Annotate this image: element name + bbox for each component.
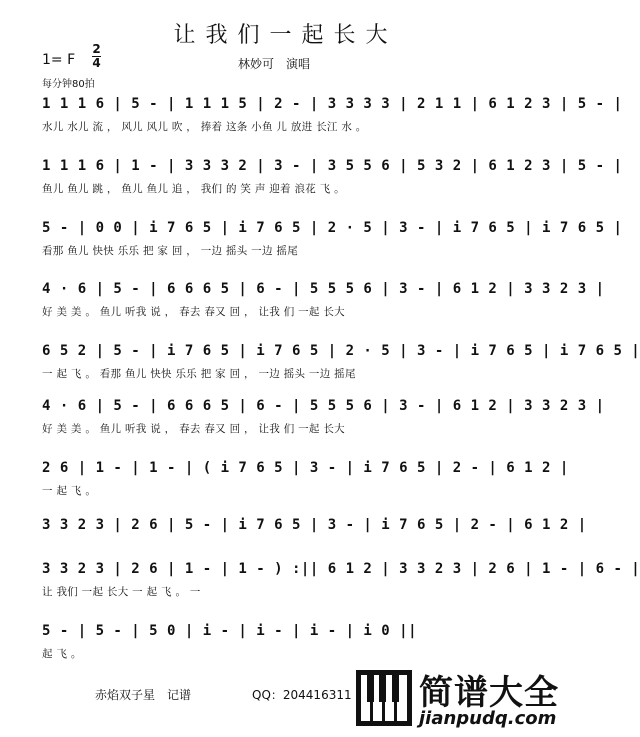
score-system-10 [42, 623, 522, 661]
logo-name: 简谱大全 [419, 673, 559, 713]
lyrics-line: 水儿 水儿 流 ， 风儿 风儿 吹 ， 捧着 这条 小鱼 儿 放进 长江 水 。 [42, 121, 367, 133]
lyrics-line: 鱼儿 鱼儿 跳 ， 鱼儿 鱼儿 追 ， 我们 的 笑 声 迎着 浪花 飞 。 [42, 183, 345, 195]
time-signature-bottom: 4 [92, 56, 101, 70]
notes-line: 6 5 2 | 5 - | i 7 6 5 | i 7 6 5 | 2 · 5 | 3 - | i 7 6 5 | i 7 6 5 | [42, 343, 640, 359]
piano-keys-icon [355, 669, 413, 727]
score-system-7 [42, 460, 569, 498]
score-system-9 [42, 561, 640, 599]
notes-line: 5 - | 5 - | 5 0 | i - | i - | i - | i 0 || [42, 623, 418, 639]
lyrics-line: 起 飞 。 [42, 648, 82, 660]
notes-line: 3 3 2 3 | 2 6 | 1 - | 1 - ) :|| 6 1 2 | 3 3 2 3 | 2 6 | 1 - | 6 - | [42, 561, 640, 577]
lyrics-line: 看那 鱼儿 快快 乐乐 把 家 回 ， 一边 摇头 一边 摇尾 [42, 245, 299, 257]
notes-line: 3 3 2 3 | 2 6 | 5 - | i 7 6 5 | 3 - | i 7 6 5 | 2 - | 6 1 2 | [42, 517, 587, 533]
notes-line: 2 6 | 1 - | 1 - | ( i 7 6 5 | 3 - | i 7 6 5 | 2 - | 6 1 2 | [42, 460, 569, 476]
time-signature [92, 44, 101, 69]
lyrics-line: 一 起 飞 。 看那 鱼儿 快快 乐乐 把 家 回 ， 一边 摇头 一边 摇尾 [42, 368, 356, 380]
notes-line: 5 - | 0 0 | i 7 6 5 | i 7 6 5 | 2 · 5 | 3 - | i 7 6 5 | i 7 6 5 | [42, 220, 623, 236]
site-logo [355, 665, 565, 733]
notes-line: 1 1 1 6 | 5 - | 1 1 1 5 | 2 - | 3 3 3 3 | 2 1 1 | 6 1 2 3 | 5 - | [42, 96, 623, 112]
lyrics-line: 让 我们 一起 长大 一 起 飞 。 一 [42, 586, 201, 598]
score-system-6 [42, 398, 605, 436]
score-system-2 [42, 158, 623, 196]
score-system-1 [42, 96, 623, 134]
score-system-5 [42, 343, 640, 381]
song-title: 让我们一起长大 [173, 23, 398, 48]
score-system-3 [42, 220, 623, 258]
time-signature-top: 2 [92, 42, 101, 56]
lyrics-line: 好 美 美 。 鱼儿 听我 说 ， 春去 春又 回 ， 让我 们 一起 长大 [42, 306, 345, 318]
lyrics-line: 好 美 美 。 鱼儿 听我 说 ， 春去 春又 回 ， 让我 们 一起 长大 [42, 423, 345, 435]
score-system-4 [42, 281, 605, 319]
key-signature: 1= F [42, 52, 76, 68]
logo-url: jianpudq.com [419, 708, 557, 729]
performer: 林妙可 演唱 [238, 57, 311, 71]
transcriber-credit: 赤焰双子星 记谱 [95, 688, 192, 702]
notes-line: 1 1 1 6 | 1 - | 3 3 3 2 | 3 - | 3 5 5 6 | 5 3 2 | 6 1 2 3 | 5 - | [42, 158, 623, 174]
notes-line: 4 · 6 | 5 - | 6 6 6 5 | 6 - | 5 5 5 6 | 3 - | 6 1 2 | 3 3 2 3 | [42, 281, 605, 297]
qq-contact: QQ：204416311 [252, 688, 352, 702]
score-system-8 [42, 517, 587, 540]
lyrics-line: 一 起 飞 。 [42, 485, 97, 497]
tempo-marking: 每分钟80拍 [42, 79, 95, 90]
notes-line: 4 · 6 | 5 - | 6 6 6 5 | 6 - | 5 5 5 6 | 3 - | 6 1 2 | 3 3 2 3 | [42, 398, 605, 414]
